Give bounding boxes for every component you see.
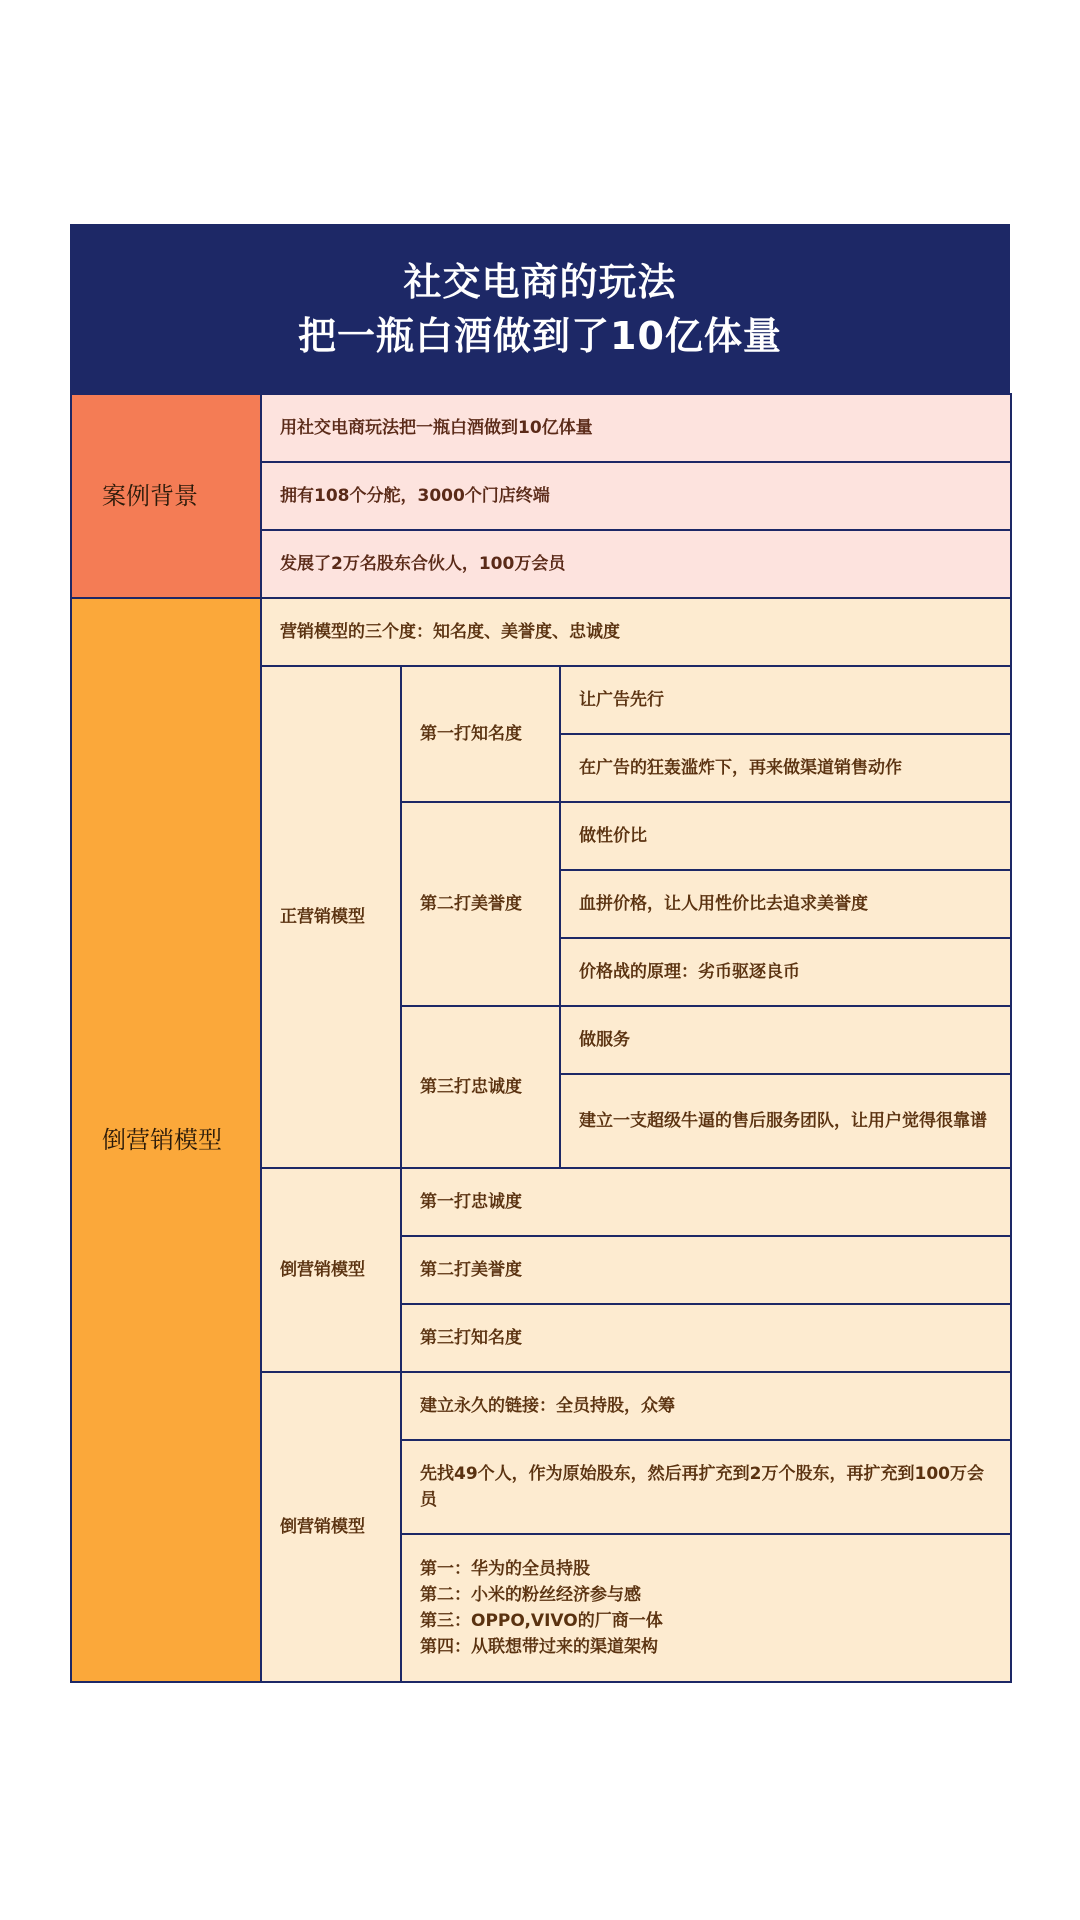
group-item: 血拼价格，让人用性价比去追求美誉度	[560, 870, 1011, 938]
list-item: 第三：OPPO,VIVO的厂商一体	[420, 1611, 663, 1631]
group-label: 第一打知名度	[401, 666, 560, 802]
mind-map-table	[70, 224, 1010, 1683]
background-row: 发展了2万名股东合伙人，100万会员	[261, 530, 1011, 598]
backward2-item: 建立永久的链接：全员持股，众筹	[401, 1372, 1011, 1440]
backward-item: 第二打美誉度	[401, 1236, 1011, 1304]
group-item: 让广告先行	[560, 666, 1011, 734]
title-line-2: 把一瓶白酒做到了10亿体量	[298, 313, 782, 358]
backward2-list	[401, 1534, 1011, 1682]
section-label-background: 案例背景	[71, 394, 261, 598]
backward2-model-label: 倒营销模型	[261, 1372, 401, 1682]
title-line-1: 社交电商的玩法	[403, 259, 677, 304]
group-item: 做性价比	[560, 802, 1011, 870]
backward-model-label: 倒营销模型	[261, 1168, 401, 1372]
backward-item: 第三打知名度	[401, 1304, 1011, 1372]
intro-row: 营销模型的三个度：知名度、美誉度、忠诚度	[261, 598, 1011, 666]
group-item: 在广告的狂轰滥炸下，再来做渠道销售动作	[560, 734, 1011, 802]
group-label: 第三打忠诚度	[401, 1006, 560, 1168]
content-table	[70, 393, 1012, 1683]
background-row: 用社交电商玩法把一瓶白酒做到10亿体量	[261, 394, 1011, 462]
backward2-item: 先找49个人，作为原始股东，然后再扩充到2万个股东，再扩充到100万会员	[401, 1440, 1011, 1534]
list-item: 第二：小米的粉丝经济参与感	[420, 1585, 641, 1605]
group-item: 价格战的原理：劣币驱逐良币	[560, 938, 1011, 1006]
section-label-reverse: 倒营销模型	[71, 598, 261, 1682]
title-header	[70, 224, 1010, 393]
group-label: 第二打美誉度	[401, 802, 560, 1006]
background-row: 拥有108个分舵，3000个门店终端	[261, 462, 1011, 530]
list-item: 第四：从联想带过来的渠道架构	[420, 1637, 658, 1657]
backward-item: 第一打忠诚度	[401, 1168, 1011, 1236]
list-item: 第一：华为的全员持股	[420, 1559, 590, 1579]
forward-model-label: 正营销模型	[261, 666, 401, 1168]
group-item: 建立一支超级牛逼的售后服务团队，让用户觉得很靠谱	[560, 1074, 1011, 1168]
group-item: 做服务	[560, 1006, 1011, 1074]
